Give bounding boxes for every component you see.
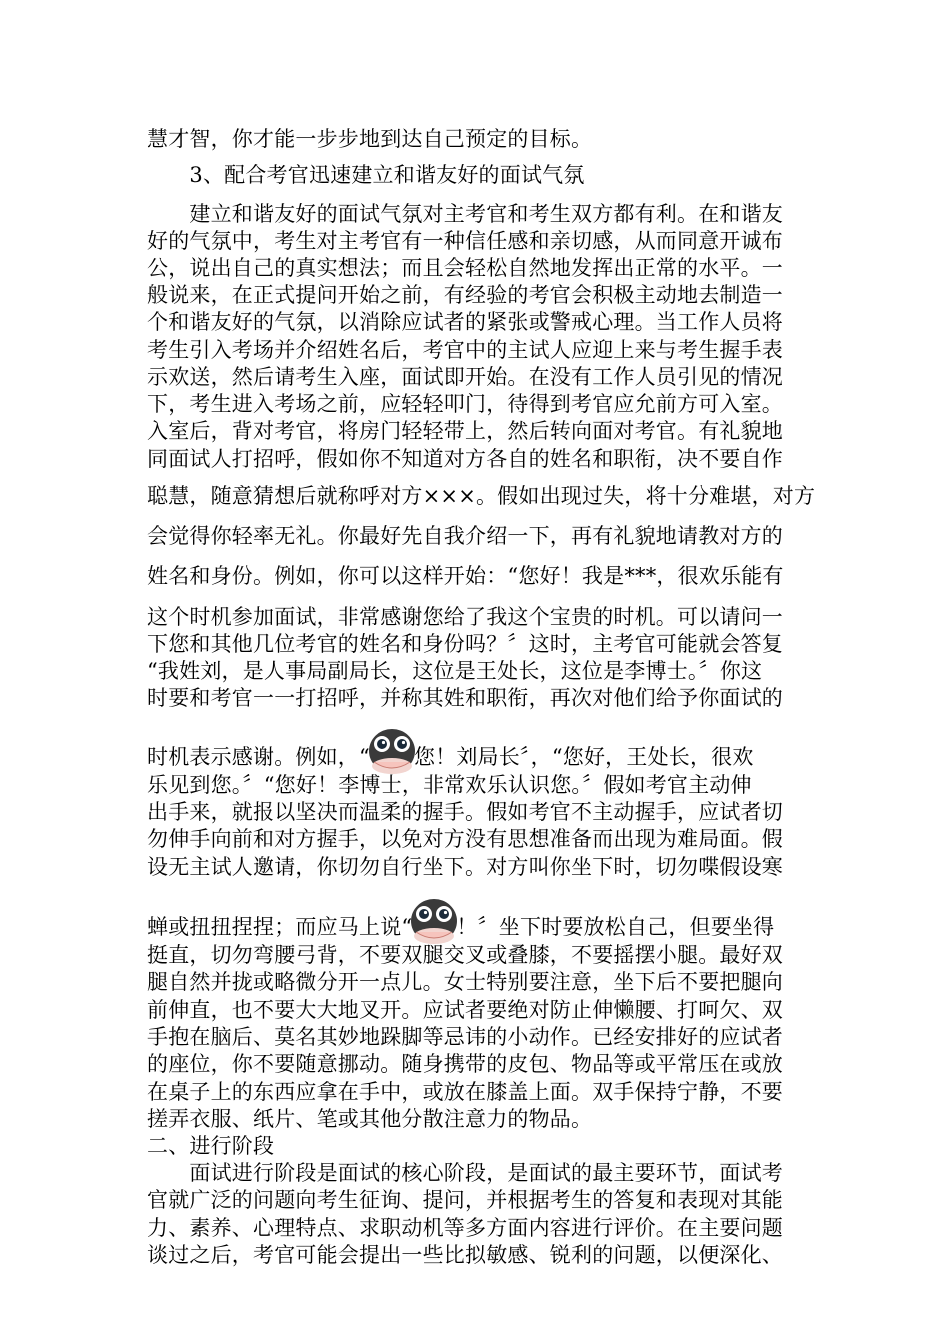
section-heading: 3、配合考官迅速建立和谐友好的面试气氛 [147,163,585,187]
text-line: 入室后，背对考官，将房门轻轻带上，然后转向面对考官。有礼貌地 [147,419,783,443]
text-line: 搓弄衣服、纸片、笔或其他分散注意力的物品。 [147,1107,593,1131]
text-line: 公，说出自己的真实想法；而且会轻松自然地发挥出正常的水平。一 [147,256,783,280]
text-line: 在桌子上的东西应拿在手中，或放在膝盖上面。双手保持宁静，不要 [147,1080,783,1104]
text-line: 前伸直，也不要大大地叉开。应试者要绝对防止伸懒腰、打呵欠、双 [147,998,783,1022]
text-line: 出手来，就报以坚决而温柔的握手。假如考官不主动握手，应试者切 [147,800,783,824]
penguin-face-icon [368,728,416,776]
text-segment: 蝉或扭扭捏捏；而应马上说“ [147,915,413,939]
text-line: 乐见到您。〞“您好！李博士，非常欢乐认识您。〞假如考官主动伸 [147,773,752,797]
text-line: 个和谐友好的气氛，以消除应试者的紧张或警戒心理。当工作人员将 [147,310,783,334]
text-line: 下您和其他几位考官的姓名和身份吗？〞这时，主考官可能就会答复 [147,632,783,656]
text-segment: ！〞坐下时要放松自己，但要坐得 [456,915,775,939]
text-line: 的座位，你不要随意挪动。随身携带的皮包、物品等或平常压在或放 [147,1052,783,1076]
text-line-with-emoji [147,898,774,940]
text-line: 设无主试人邀请，你切勿自行坐下。对方叫你坐下时，切勿喋假设寒 [147,855,783,879]
text-line: 聪慧，随意猜想后就称呼对方×××。假如出现过失，将十分难堪，对方 [147,484,816,508]
penguin-face-icon [410,898,458,946]
text-segment: 时机表示感谢。例如，“ [147,745,370,769]
text-line: 慧才智，你才能一步步地到达自己预定的目标。 [147,127,593,151]
text-line: 时要和考官一一打招呼，并称其姓和职衔，再次对他们给予你面试的 [147,686,783,710]
text-line: 示欢送，然后请考生入座，面试即开始。在没有工作人员引见的情况 [147,365,783,389]
text-line: 谈过之后，考官可能会提出一些比拟敏感、锐利的问题，以便深化、 [147,1243,783,1267]
text-line: “我姓刘，是人事局副局长，这位是王处长，这位是李博士。〞你这 [147,659,763,683]
text-line: 好的气氛中，考生对主考官有一种信任感和亲切感，从而同意开诚布 [147,229,783,253]
text-line: 挺直，切勿弯腰弓背，不要双腿交叉或叠膝，不要摇摆小腿。最好双 [147,943,783,967]
text-line: 下，考生进入考场之前，应轻轻叩门，待得到考官应允前方可入室。 [147,392,783,416]
text-line: 同面试人打招呼，假如你不知道对方各自的姓名和职衔，决不要自作 [147,447,783,471]
text-line: 腿自然并拢或略微分开一点儿。女士特别要注意，坐下后不要把腿向 [147,970,783,994]
text-line: 会觉得你轻率无礼。你最好先自我介绍一下，再有礼貌地请教对方的 [147,524,783,548]
text-line: 面试进行阶段是面试的核心阶段，是面试的最主要环节，面试考 [147,1161,783,1185]
text-line: 这个时机参加面试，非常感谢您给了我这个宝贵的时机。可以请问一 [147,605,783,629]
text-line: 建立和谐友好的面试气氛对主考官和考生双方都有利。在和谐友 [147,202,783,226]
text-line: 力、素养、心理特点、求职动机等多方面内容进行评价。在主要问题 [147,1216,783,1240]
text-line: 姓名和身份。例如，你可以这样开始：“您好！我是***，很欢乐能有 [147,564,784,588]
text-segment: 您！刘局长〞，“您好，王处长，很欢 [413,745,754,769]
text-line-with-emoji [147,728,754,770]
text-line: 勿伸手向前和对方握手，以免对方没有思想准备而出现为难局面。假 [147,827,783,851]
section-heading: 二、进行阶段 [147,1134,275,1158]
text-line: 般说来，在正式提问开始之前，有经验的考官会积极主动地去制造一 [147,283,783,307]
text-line: 考生引入考场并介绍姓名后，考官中的主试人应迎上来与考生握手表 [147,338,783,362]
text-line: 官就广泛的问题向考生征询、提问，并根据考生的答复和表现对其能 [147,1188,783,1212]
text-line: 手抱在脑后、莫名其妙地跺脚等忌讳的小动作。已经安排好的应试者 [147,1025,783,1049]
